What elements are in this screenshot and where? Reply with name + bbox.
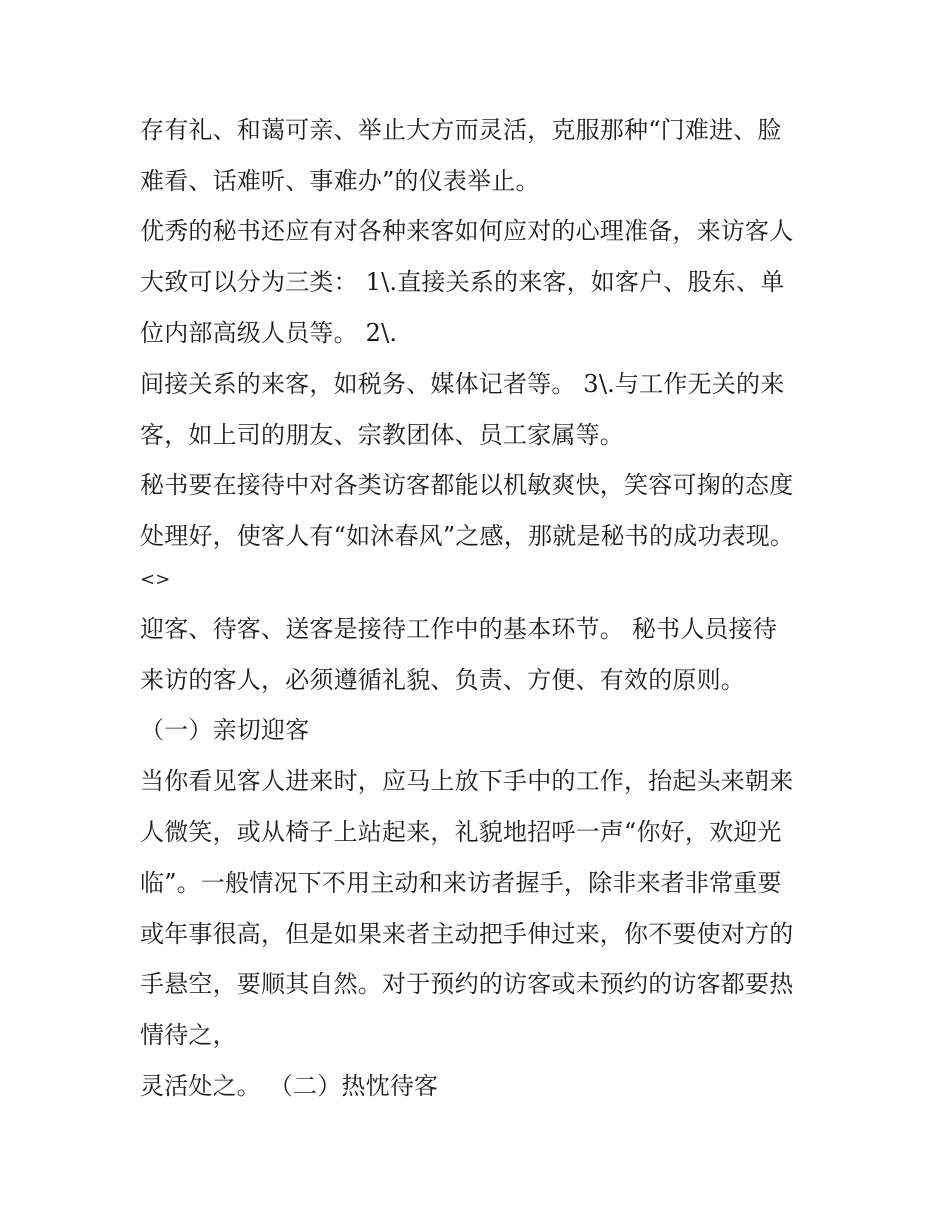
text-line: 人微笑，或从椅子上站起来，礼貌地招呼一声“你好，欢迎光 — [140, 818, 782, 846]
text-line: 难看、话难听、事难办”的仪表举止。 — [140, 167, 540, 195]
text-line: 存有礼、和蔼可亲、举止大方而灵活，克服那种“门难进、脸 — [140, 116, 782, 144]
text-line: 位内部高级人员等。 2\. — [140, 319, 398, 347]
text-line: <> — [140, 569, 171, 590]
text-line: 来访的客人，必须遵循礼貌、负责、方便、有效的原则。 — [140, 666, 745, 694]
text-line: 手悬空，要顺其自然。对于预约的访客或未预约的访客都要热 — [140, 970, 794, 998]
text-line: 情待之， — [140, 1021, 237, 1049]
text-line: 迎客、待客、送客是接待工作中的基本环节。 秘书人员接待 — [140, 615, 778, 643]
text-line: 大致可以分为三类： 1\.直接关系的来客，如客户、股东、单 — [140, 268, 785, 296]
text-line: 或年事很高，但是如果来者主动把手伸过来，你不要使对方的 — [140, 920, 794, 948]
text-line: 灵活处之。 （二）热忱待客 — [140, 1072, 439, 1100]
text-line: 临”。一般情况下不用主动和来访者握手，除非来者非常重要 — [140, 869, 782, 897]
text-line: 间接关系的来客，如税务、媒体记者等。 3\.与工作无关的来 — [140, 370, 785, 398]
text-line: 处理好，使客人有“如沐春风”之感，那就是秘书的成功表现。 — [140, 522, 795, 550]
text-line: 秘书要在接待中对各类访客都能以机敏爽快，笑容可掬的态度 — [140, 471, 794, 499]
text-line: 当你看见客人进来时，应马上放下手中的工作，抬起头来朝来 — [140, 767, 794, 795]
section-heading: （一）亲切迎客 — [140, 716, 310, 744]
text-line: 客，如上司的朋友、宗教团体、员工家属等。 — [140, 421, 624, 449]
text-line: 优秀的秘书还应有对各种来客如何应对的心理准备，来访客人 — [140, 217, 794, 245]
